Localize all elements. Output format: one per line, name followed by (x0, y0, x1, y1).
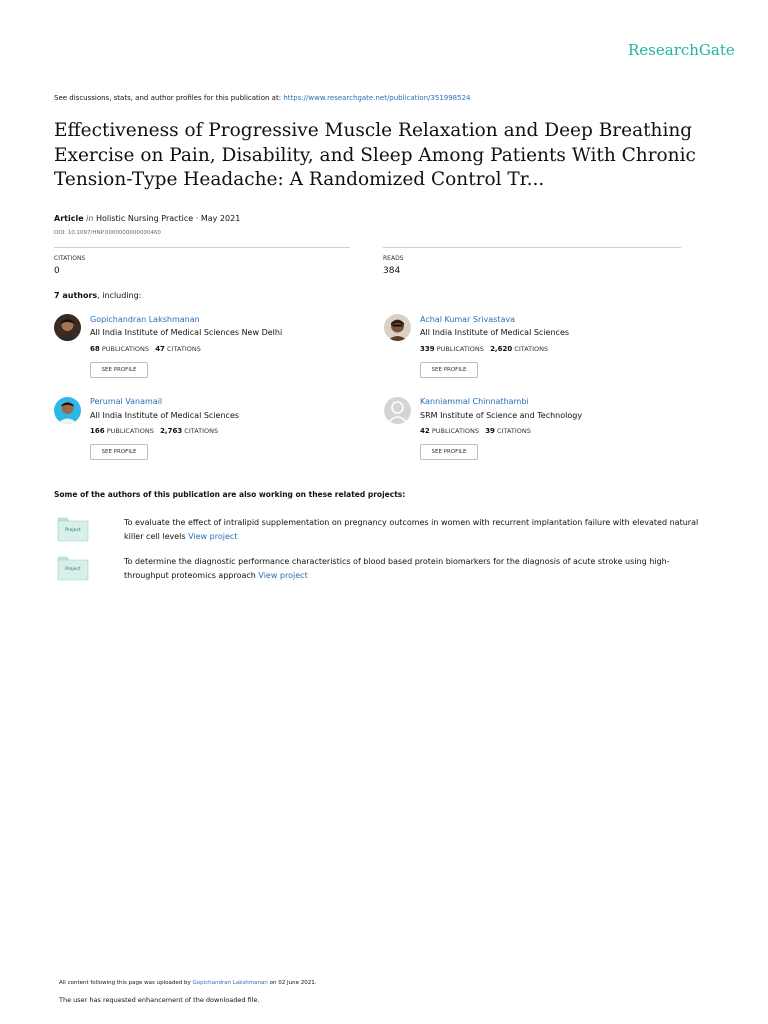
citations-label: CITATIONS (167, 345, 201, 353)
publications-label: PUBLICATIONS (436, 345, 484, 353)
citations-count: 39 (485, 427, 495, 435)
discussion-line (54, 94, 471, 102)
view-project-link[interactable]: View project (188, 532, 238, 541)
authors-suffix: , including: (97, 291, 142, 300)
in-label: in (86, 214, 94, 223)
upload-note (59, 980, 316, 986)
authors-heading (54, 291, 141, 300)
avatar[interactable] (54, 397, 81, 424)
avatar-photo-icon (54, 314, 81, 341)
project-text: To evaluate the effect of intralipid supplementation on pregnancy outcomes in women with recurrent implantation failure with elevated natural killer cell levels (124, 518, 699, 541)
author-institution: All India Institute of Medical Sciences (420, 328, 570, 337)
publications-count: 42 (420, 427, 430, 435)
avatar-photo-icon (384, 314, 411, 341)
publications-count: 68 (90, 345, 100, 353)
citations-label: CITATIONS (497, 427, 531, 435)
project-text: To determine the diagnostic performance characteristics of blood based protein biomarkers for the diagnosis of acute stroke using high-throughput proteomics approach (124, 557, 670, 580)
article-type: Article (54, 214, 84, 223)
project-description (124, 516, 709, 544)
doi-text: DOI: 10.1097/HNP.0000000000000460 (54, 230, 161, 236)
see-profile-button[interactable]: SEE PROFILE (420, 444, 478, 460)
article-meta (54, 214, 240, 223)
default-avatar-icon (384, 397, 411, 424)
project-description (124, 555, 709, 583)
researchgate-logo[interactable]: ResearchGate (628, 41, 735, 59)
author-name-link[interactable]: Perumal Vanamail (90, 397, 163, 406)
author-institution: All India Institute of Medical Sciences New Delhi (90, 328, 283, 337)
author-name-link[interactable]: Kanniammal Chinnathambi (420, 397, 529, 406)
avatar[interactable] (384, 314, 411, 341)
publications-label: PUBLICATIONS (431, 427, 479, 435)
author-institution: SRM Institute of Science and Technology (420, 411, 583, 420)
citations-label: CITATIONS (514, 345, 549, 353)
author-institution: All India Institute of Medical Sciences (90, 411, 240, 420)
see-profile-button[interactable]: SEE PROFILE (90, 444, 148, 460)
citations-count: 2,763 (160, 427, 183, 435)
journal-date: Holistic Nursing Practice · May 2021 (96, 214, 241, 223)
upload-suffix: on 02 June 2021. (267, 980, 317, 986)
avatar[interactable] (54, 314, 81, 341)
publications-count: 166 (90, 427, 105, 435)
discussion-text: See discussions, stats, and author profiles for this publication at: (54, 94, 284, 102)
author-stats (90, 427, 218, 435)
reads-value: 384 (383, 266, 401, 276)
publication-url-link[interactable]: https://www.researchgate.net/publication/351998524 (283, 94, 471, 102)
authors-count: 7 authors (54, 291, 98, 300)
project-folder-icon[interactable] (57, 556, 89, 581)
avatar-photo-icon (54, 397, 81, 424)
see-profile-button[interactable]: SEE PROFILE (420, 362, 478, 378)
stats-divider-right (383, 247, 681, 248)
enhancement-note: The user has requested enhancement of the downloaded file. (59, 996, 260, 1004)
related-projects-heading: Some of the authors of this publication are also working on these related projects: (54, 490, 406, 499)
see-profile-button[interactable]: SEE PROFILE (90, 362, 148, 378)
citations-count: 2,620 (490, 345, 513, 353)
avatar[interactable] (384, 397, 411, 424)
citations-value: 0 (54, 266, 60, 276)
citations-label: CITATIONS (184, 427, 219, 435)
uploader-link[interactable]: Gopichandran Lakshmanan (192, 980, 268, 986)
citations-count: 47 (155, 345, 165, 353)
publications-label: PUBLICATIONS (101, 345, 149, 353)
author-stats (420, 427, 531, 435)
author-name-link[interactable]: Achal Kumar Srivastava (420, 315, 515, 324)
project-icon-label: Project (65, 567, 81, 572)
publications-count: 339 (420, 345, 435, 353)
author-name-link[interactable]: Gopichandran Lakshmanan (90, 315, 200, 324)
upload-prefix: All content following this page was uploaded by (59, 980, 193, 986)
author-stats (420, 345, 548, 353)
citations-label: CITATIONS (54, 255, 86, 262)
author-stats (90, 345, 201, 353)
project-icon-label: Project (65, 528, 81, 533)
project-folder-icon[interactable] (57, 517, 89, 542)
publications-label: PUBLICATIONS (106, 427, 154, 435)
article-title: Effectiveness of Progressive Muscle Relaxation and Deep Breathing Exercise on Pain, Disability, and Sleep Among Patients With Chronic Tension-Type Headache: A Randomized Control Tr... (54, 120, 696, 190)
view-project-link[interactable]: View project (258, 571, 308, 580)
stats-divider-left (54, 247, 350, 248)
reads-label: READS (383, 255, 404, 262)
